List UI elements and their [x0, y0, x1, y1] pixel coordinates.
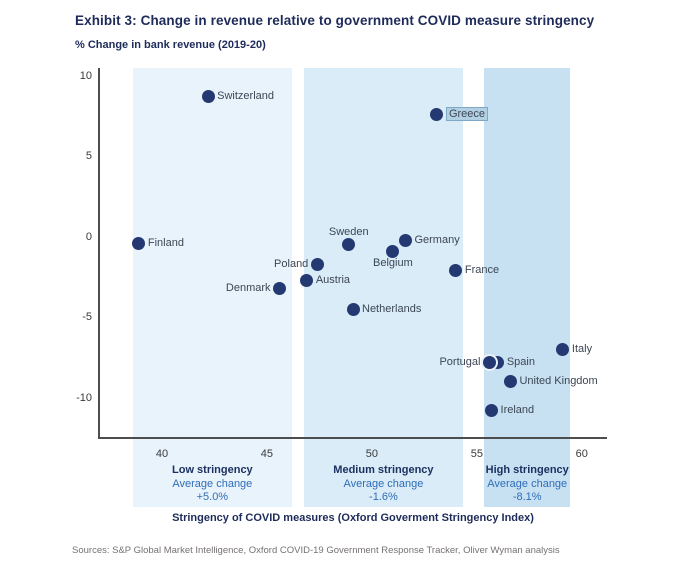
point-label-netherlands [362, 302, 421, 317]
y-axis-line [98, 68, 100, 438]
band-name: High stringency [485, 464, 569, 476]
point-label-ireland [501, 403, 535, 418]
band-label-low-stringency [172, 464, 253, 505]
label-text: Ireland [500, 404, 535, 417]
band-avg-label: Average change [343, 477, 424, 490]
label-text: Switzerland [217, 90, 275, 103]
band-name: Medium stringency [333, 464, 434, 476]
label-text: Sweden [328, 225, 369, 238]
x-tick-55: 55 [470, 448, 483, 460]
x-tick-40: 40 [155, 448, 169, 460]
band-avg-value: -8.1% [512, 491, 542, 503]
label-text: United Kingdom [519, 375, 598, 388]
point-label-portugal [180, 355, 480, 370]
x-axis-title: Stringency of COVID measures (Oxford Goverment Stringency Index) [172, 512, 534, 524]
highlighted-label-text: Greece [446, 107, 488, 121]
label-text: Denmark [225, 281, 271, 294]
point-label-denmark [0, 281, 271, 296]
y-tick-10: 10 [79, 70, 92, 83]
label-text: Spain [506, 355, 535, 368]
point-germany [399, 234, 412, 247]
band-label-medium-stringency [333, 464, 433, 505]
y-tick--5: -5 [82, 311, 92, 324]
label-text: Finland [147, 236, 184, 249]
point-label-spain [507, 355, 535, 370]
y-tick--10: -10 [76, 391, 92, 404]
point-label-france [465, 263, 499, 278]
band-avg-value: -1.6% [369, 491, 398, 503]
point-label-united-kingdom [519, 374, 597, 389]
point-label-germany [414, 233, 459, 248]
label-text: Austria [315, 273, 351, 286]
label-text: France [464, 264, 500, 277]
y-tick-5: 5 [85, 150, 92, 163]
band-avg-label: Average change [172, 477, 253, 490]
label-text: Germany [414, 233, 460, 246]
point-label-italy [572, 342, 592, 357]
label-text: Poland [274, 257, 309, 270]
label-text: Italy [571, 343, 593, 356]
label-text: Netherlands [362, 302, 422, 315]
x-tick-50: 50 [365, 448, 379, 460]
point-denmark [273, 282, 286, 295]
point-netherlands [347, 303, 360, 316]
band-high-stringency [484, 68, 570, 507]
exhibit-title: Exhibit 3: Change in revenue relative to government COVID measure stringency [75, 13, 595, 28]
point-label-poland [8, 257, 308, 272]
point-label-austria [316, 273, 350, 288]
label-text: Belgium [373, 257, 413, 270]
band-avg-value: +5.0% [196, 491, 229, 503]
x-axis-line [98, 437, 607, 439]
band-avg-label: Average change [487, 477, 568, 490]
point-poland [311, 258, 324, 271]
x-tick-45: 45 [260, 448, 274, 460]
band-name: Low stringency [172, 464, 253, 476]
point-portugal [483, 356, 496, 369]
y-axis-title: % Change in bank revenue (2019-20) [75, 39, 266, 51]
label-text: Portugal [439, 355, 481, 368]
band-label-high-stringency [486, 464, 569, 505]
x-tick-60: 60 [575, 448, 588, 460]
point-label-greece [446, 107, 488, 122]
point-label-finland [148, 236, 184, 251]
sources-note: Sources: S&P Global Market Intelligence, Oxford COVID-19 Government Response Tracker, Oliver Wyman analysis [72, 545, 560, 556]
y-tick-0: 0 [85, 230, 92, 243]
point-label-switzerland [217, 89, 274, 104]
